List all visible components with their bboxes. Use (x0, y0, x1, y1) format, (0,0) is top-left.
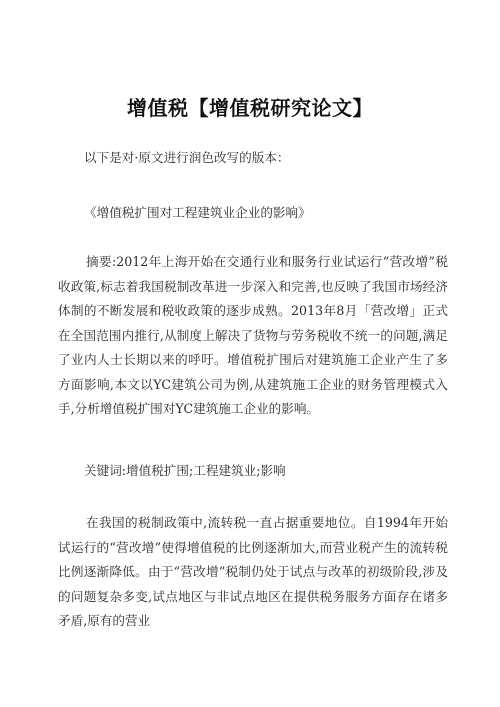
keywords-line: 关键词:增值税扩围;工程建筑业;影响 (84, 463, 286, 478)
document-title: 增值税【增值税研究论文】 (127, 96, 373, 120)
abstract-paragraph: 摘要:2012年上海开始在交通行业和服务行业试运行“营改增”税收政策,标志着我国税制改革进一步深入和完善,也反映了我国市场经济体制的不断发展和税收政策的逐步成熟。2013年8月「营改增」正式在全国范围内推行,从制度上解决了货物与劳务税收不统一的问题,满足了业内人士长期以来的呼吁。增值税扩围后对建筑施工企业产生了多方面影响,本文以YC建筑公司为例,从建筑施工企业的财务管理模式入手,分析增值税扩围对YC建筑施工企业的影响。 (58, 254, 448, 416)
body-paragraph: 在我国的税制政策中,流转税一直占据重要地位。自1994年开始试运行的“营改增”使得增值税的比例逐渐加大,而营业税产生的流转税比例逐渐降低。由于“营改增”税制仍处于试点与改革的初级阶段,涉及的问题复杂多变,试点地区与非试点地区在提供税务服务方面存在诸多矛盾,原有的营业 (58, 515, 448, 628)
paper-subtitle: 《增值税扩围对工程建筑业企业的影响》 (84, 205, 311, 220)
intro-line: 以下是对·原文进行润色改写的版本： (84, 150, 290, 165)
